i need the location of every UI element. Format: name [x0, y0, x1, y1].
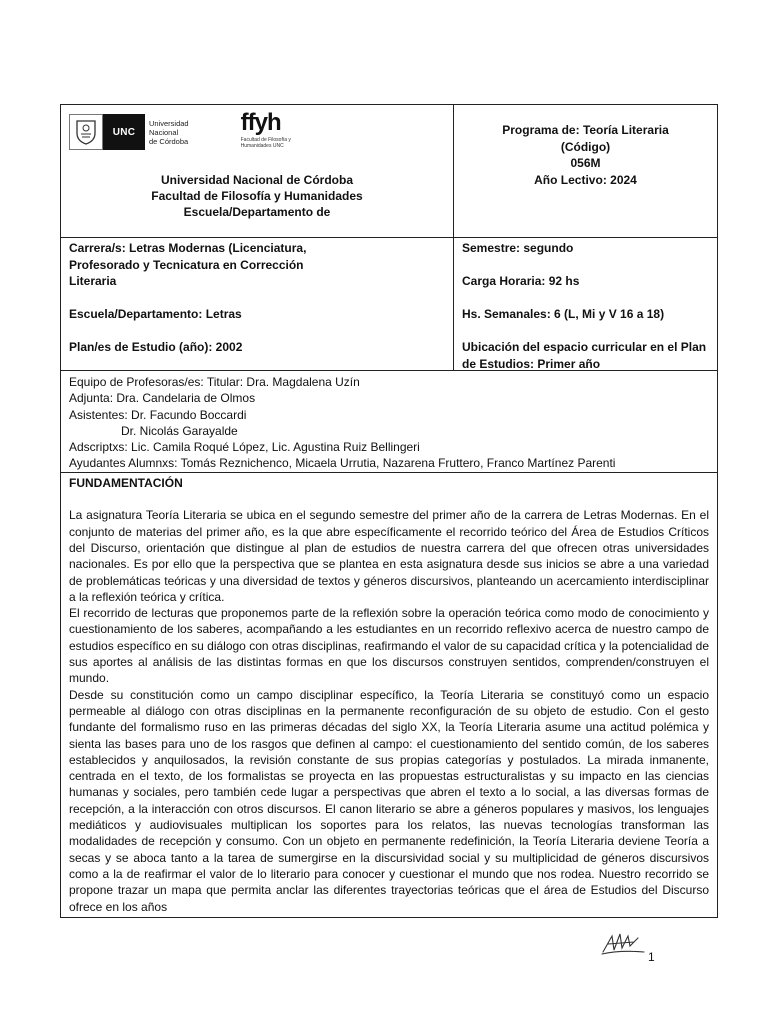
- carreras-line-3: Literaria: [69, 274, 117, 288]
- header-row: [61, 105, 717, 238]
- schedule-cell: [454, 238, 717, 370]
- ffyh-logo-sub: Facultad de Filosofía y Humanidades UNC: [240, 137, 291, 149]
- carreras-line-1: Carrera/s: Letras Modernas (Licenciatura,: [69, 241, 307, 255]
- faculty-name: Facultad de Filosofía y Humanidades: [151, 189, 363, 203]
- team-row: [61, 371, 717, 473]
- paragraph-2: El recorrido de lecturas que proponemos parte de la reflexión sobre la operación teórica como modo de conocimiento y cuestionamiento de los saberes, acompañando a les estudiantes en un recorrido reflexivo acerca de nuestro campo de estudios específico en su diálogo con otras disciplinas, reafirmando el valor de su capacidad crítica y la potencialidad de sus aportes al análisis de las distintas formas en que los discursos construyen sentidos, comprenden/construyen el mundo.: [69, 606, 709, 686]
- unc-logo-label: UNC: [103, 114, 145, 150]
- logos: [69, 108, 445, 152]
- program-name: Programa de: Teoría Literaria: [502, 123, 669, 137]
- school-name: Escuela/Departamento de: [183, 205, 331, 219]
- plan-label: Plan/es de Estudio (año): 2002: [69, 340, 243, 354]
- team-cell: [61, 371, 717, 472]
- escuela-label: Escuela/Departamento: Letras: [69, 307, 242, 321]
- section-title: FUNDAMENTACIÓN: [69, 475, 183, 490]
- code-value: 056M: [570, 156, 601, 170]
- academic-year: Año Lectivo: 2024: [534, 172, 637, 187]
- semestre-label: Semestre: segundo: [462, 241, 574, 255]
- team-titular: Equipo de Profesoras/es: Titular: Dra. Magdalena Uzín: [69, 375, 360, 389]
- team-asistente-2: Dr. Nicolás Garayalde: [121, 423, 238, 438]
- ffyh-logo-mark: ffyh: [240, 109, 281, 136]
- paragraph-3: Desde su constitución como un campo disciplinar específico, la Teoría Literaria se constituyó como un espacio permeable al diálogo con otras disciplinas en la permanente reconfiguración de su objeto de estudio. Con el gesto fundante del formalismo ruso en las primeras décadas del siglo XX, la Teoría Literaria asume una actitud polémica y sienta las bases para uno de los rasgos que definen al campo: el cuestionamiento del sentido común, de los saberes establecidos y anquilosados, la revisión constante de sus propias categorías y postulados. La mirada inmanente, centrada en el texto, de los formalistas se proyecta en las propuestas estructuralistas y su impacto en las ciencias humanas y sociales, pero también cede lugar a perspectivas que abren el texto a lo social, a las diversas formas de recepción, a la interacción con otros discursos. El canon literario se abre a géneros populares y masivos, los lenguajes mediáticos y audiovisuales multiplican los soportes para los relatos, las nuevas tecnologías transforman las modalidades de recepción y consumo. Con un objeto en permanente redefinición, la Teoría Literaria deviene Teoría a secas y se aboca tanto a la tarea de sumergirse en la discursividad social y su multiplicidad de géneros discursivos como a la de reafirmar el valor de lo literario para conocer y cuestionar el mundo que nos rodea. Nuestro recorrido se propone trazar un mapa que permita anclar las diferentes trayectorias teóricas que el área de Estudios del Discurso ofrece en los años: [69, 687, 709, 914]
- paragraph-1: La asignatura Teoría Literaria se ubica en el segundo semestre del primer año de la carrera de Letras Modernas. En el conjunto de materias del primer año, es la que abre específicamente el recorrido teórico del Área de Estudios Críticos del Discurso, orientación que distingue al plan de estudios de nuestra carrera del que ofrecen otras universidades nacionales. Es por ello que la perspectiva que se plantea en esta asignatura desde sus inicios se abre a una variedad de problemáticas teóricas y una diversidad de textos y géneros discursivos, planteando un acercamiento interdisciplinar a la reflexión teórica y crítica.: [69, 508, 709, 604]
- page-number: 1: [648, 950, 655, 964]
- team-asistentes: Asistentes: Dr. Facundo Boccardi: [69, 407, 247, 422]
- institution-title: [69, 172, 445, 220]
- ubicacion-line-1: Ubicación del espacio curricular en el Plan: [462, 340, 707, 354]
- institution-cell: [61, 105, 454, 237]
- semanales-label: Hs. Semanales: 6 (L, Mi y V 16 a 18): [462, 307, 665, 321]
- career-cell: [61, 238, 454, 370]
- unc-logo: [69, 112, 189, 152]
- shield-icon: [69, 114, 103, 150]
- fundamentacion-row: [61, 473, 717, 917]
- carga-label: Carga Horaria: 92 hs: [462, 274, 580, 288]
- ubicacion-line-2: de Estudios: Primer año: [462, 356, 601, 371]
- program-table: [60, 104, 718, 918]
- team-ayudantes: Ayudantes Alumnxs: Tomás Reznichenco, Micaela Urrutia, Nazarena Fruttero, Franco Martínez Parenti: [69, 456, 616, 471]
- university-name: Universidad Nacional de Córdoba: [160, 173, 354, 187]
- ffyh-logo: [240, 109, 301, 149]
- career-row: [61, 238, 717, 371]
- signature-mark: [600, 930, 648, 958]
- fundamentacion-cell: [61, 473, 717, 917]
- carreras-line-2: Profesorado y Tecnicatura en Corrección: [69, 257, 304, 272]
- code-label: (Código): [560, 139, 611, 154]
- team-adscriptxs: Adscriptxs: Lic. Camila Roqué López, Lic. Agustina Ruiz Bellingeri: [69, 440, 420, 455]
- unc-logo-text: Universidad Nacional de Córdoba: [149, 118, 189, 146]
- program-cell: [454, 105, 717, 237]
- team-adjunta: Adjunta: Dra. Candelaria de Olmos: [69, 391, 256, 406]
